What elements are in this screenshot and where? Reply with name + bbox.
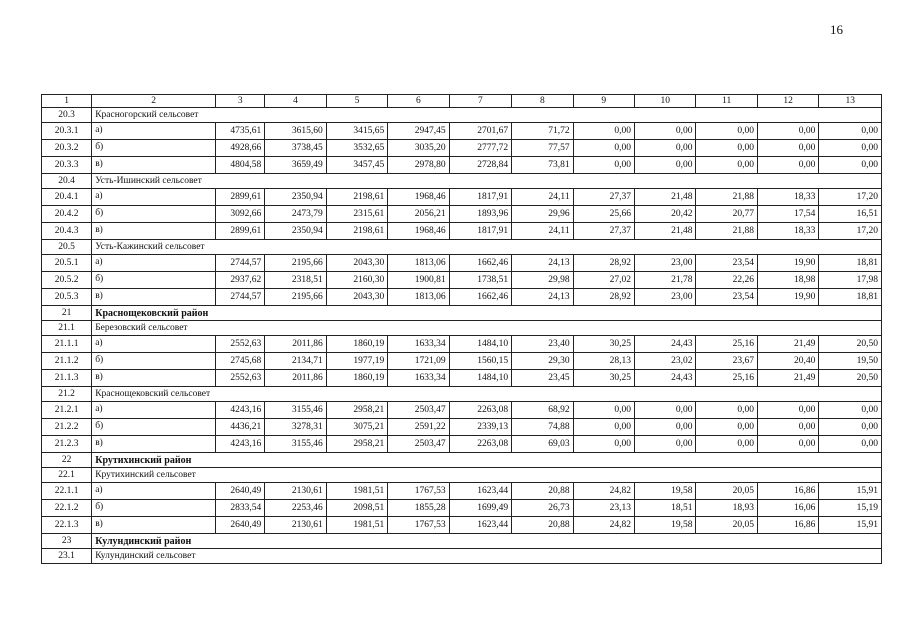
column-header-1: 1 (42, 95, 92, 108)
value-col-13: 0,00 (819, 123, 882, 140)
value-col-5: 2160,30 (326, 272, 387, 289)
value-col-10: 24,43 (635, 336, 696, 353)
row-code: 21.1 (42, 321, 92, 336)
value-col-13: 19,50 (819, 353, 882, 370)
row-code: 20.4 (42, 174, 92, 189)
value-col-11: 0,00 (696, 402, 757, 419)
value-col-10: 19,58 (635, 517, 696, 534)
value-col-9: 25,66 (573, 206, 634, 223)
value-col-7: 2701,67 (449, 123, 511, 140)
column-header-3: 3 (216, 95, 265, 108)
value-col-4: 3155,46 (265, 436, 326, 453)
value-col-10: 20,42 (635, 206, 696, 223)
table-row (42, 272, 882, 289)
value-col-11: 0,00 (696, 157, 757, 174)
value-col-10: 0,00 (635, 419, 696, 436)
value-col-12: 0,00 (757, 123, 818, 140)
value-col-7: 2263,08 (449, 436, 511, 453)
table-row (42, 140, 882, 157)
value-col-6: 2947,45 (388, 123, 449, 140)
value-col-9: 24,82 (573, 517, 634, 534)
value-col-9: 0,00 (573, 419, 634, 436)
value-col-3: 2640,49 (216, 517, 265, 534)
value-col-6: 1968,46 (388, 189, 449, 206)
value-col-4: 2011,86 (265, 336, 326, 353)
value-col-4: 2130,61 (265, 483, 326, 500)
value-col-5: 1860,19 (326, 370, 387, 387)
value-col-4: 3278,31 (265, 419, 326, 436)
row-label: б) (92, 272, 216, 289)
value-col-11: 25,16 (696, 336, 757, 353)
value-col-12: 18,33 (757, 189, 818, 206)
row-code: 20.5.3 (42, 289, 92, 306)
section-title: Краснощековский район (92, 306, 882, 321)
value-col-11: 18,93 (696, 500, 757, 517)
value-col-12: 16,06 (757, 500, 818, 517)
row-label: а) (92, 402, 216, 419)
section-title: Кулундинский сельсовет (92, 549, 882, 564)
value-col-6: 2056,21 (388, 206, 449, 223)
value-col-8: 29,30 (512, 353, 573, 370)
section-title: Крутихинский сельсовет (92, 468, 882, 483)
row-code: 20.3.1 (42, 123, 92, 140)
page-number: 16 (830, 22, 843, 37)
column-header-4: 4 (265, 95, 326, 108)
value-col-8: 23,40 (512, 336, 573, 353)
value-col-6: 1767,53 (388, 517, 449, 534)
section-row (42, 534, 882, 549)
value-col-8: 77,57 (512, 140, 573, 157)
table-row (42, 353, 882, 370)
row-code: 22.1.1 (42, 483, 92, 500)
section-title: Усть-Кажинский сельсовет (92, 240, 882, 255)
value-col-7: 1817,91 (449, 223, 511, 240)
value-col-8: 73,81 (512, 157, 573, 174)
table-row (42, 436, 882, 453)
section-row (42, 453, 882, 468)
column-header-5: 5 (326, 95, 387, 108)
value-col-3: 4804,58 (216, 157, 265, 174)
value-col-3: 2937,62 (216, 272, 265, 289)
value-col-3: 2552,63 (216, 370, 265, 387)
value-col-7: 1893,96 (449, 206, 511, 223)
value-col-7: 2339,13 (449, 419, 511, 436)
value-col-12: 0,00 (757, 140, 818, 157)
value-col-3: 2899,61 (216, 189, 265, 206)
value-col-7: 1623,44 (449, 483, 511, 500)
value-col-9: 27,37 (573, 189, 634, 206)
row-code: 20.3 (42, 108, 92, 123)
section-row (42, 387, 882, 402)
value-col-4: 2473,79 (265, 206, 326, 223)
value-col-5: 2043,30 (326, 255, 387, 272)
value-col-10: 0,00 (635, 123, 696, 140)
value-col-13: 0,00 (819, 140, 882, 157)
table-row (42, 336, 882, 353)
value-col-11: 0,00 (696, 419, 757, 436)
value-col-13: 18,81 (819, 255, 882, 272)
row-label: в) (92, 157, 216, 174)
value-col-4: 2350,94 (265, 189, 326, 206)
value-col-8: 24,13 (512, 255, 573, 272)
value-col-6: 2503,47 (388, 436, 449, 453)
section-title: Красногорский сельсовет (92, 108, 882, 123)
value-col-9: 27,02 (573, 272, 634, 289)
row-code: 20.5.1 (42, 255, 92, 272)
table-row (42, 500, 882, 517)
value-col-13: 15,19 (819, 500, 882, 517)
value-col-6: 3035,20 (388, 140, 449, 157)
value-col-3: 4436,21 (216, 419, 265, 436)
value-col-11: 21,88 (696, 189, 757, 206)
value-col-11: 20,05 (696, 483, 757, 500)
value-col-6: 1721,09 (388, 353, 449, 370)
value-col-4: 2318,51 (265, 272, 326, 289)
row-label: в) (92, 436, 216, 453)
value-col-9: 28,13 (573, 353, 634, 370)
row-code: 20.4.1 (42, 189, 92, 206)
value-col-8: 20,88 (512, 517, 573, 534)
section-row (42, 306, 882, 321)
value-col-9: 30,25 (573, 336, 634, 353)
value-col-11: 20,05 (696, 517, 757, 534)
column-header-8: 8 (512, 95, 573, 108)
value-col-4: 2011,86 (265, 370, 326, 387)
row-label: а) (92, 189, 216, 206)
column-header-11: 11 (696, 95, 757, 108)
value-col-7: 1699,49 (449, 500, 511, 517)
value-col-3: 3092,66 (216, 206, 265, 223)
value-col-13: 0,00 (819, 402, 882, 419)
table-row (42, 370, 882, 387)
section-row (42, 321, 882, 336)
value-col-3: 2899,61 (216, 223, 265, 240)
value-col-9: 24,82 (573, 483, 634, 500)
value-col-4: 2134,71 (265, 353, 326, 370)
value-col-11: 20,77 (696, 206, 757, 223)
value-col-5: 2958,21 (326, 402, 387, 419)
value-col-7: 1738,51 (449, 272, 511, 289)
value-col-7: 1817,91 (449, 189, 511, 206)
column-header-2: 2 (92, 95, 216, 108)
row-code: 20.3.2 (42, 140, 92, 157)
row-code: 21.1.1 (42, 336, 92, 353)
section-title: Краснощековский сельсовет (92, 387, 882, 402)
row-code: 22 (42, 453, 92, 468)
value-col-4: 2130,61 (265, 517, 326, 534)
table-row (42, 255, 882, 272)
column-header-7: 7 (449, 95, 511, 108)
value-col-13: 17,20 (819, 189, 882, 206)
row-code: 23 (42, 534, 92, 549)
row-code: 22.1.2 (42, 500, 92, 517)
value-col-11: 0,00 (696, 123, 757, 140)
value-col-11: 0,00 (696, 436, 757, 453)
value-col-9: 27,37 (573, 223, 634, 240)
row-code: 20.4.3 (42, 223, 92, 240)
value-col-13: 17,98 (819, 272, 882, 289)
value-col-6: 1767,53 (388, 483, 449, 500)
value-col-8: 69,03 (512, 436, 573, 453)
value-col-13: 20,50 (819, 336, 882, 353)
value-col-12: 19,90 (757, 255, 818, 272)
value-col-12: 18,33 (757, 223, 818, 240)
value-col-6: 1968,46 (388, 223, 449, 240)
value-col-10: 24,43 (635, 370, 696, 387)
value-col-6: 2978,80 (388, 157, 449, 174)
value-col-10: 18,51 (635, 500, 696, 517)
value-col-6: 2503,47 (388, 402, 449, 419)
value-col-8: 74,88 (512, 419, 573, 436)
value-col-12: 0,00 (757, 157, 818, 174)
value-col-5: 2198,61 (326, 223, 387, 240)
section-row (42, 468, 882, 483)
row-label: в) (92, 289, 216, 306)
row-label: б) (92, 419, 216, 436)
value-col-8: 20,88 (512, 483, 573, 500)
value-col-12: 19,90 (757, 289, 818, 306)
row-code: 21.1.3 (42, 370, 92, 387)
table-row (42, 402, 882, 419)
value-col-5: 3532,65 (326, 140, 387, 157)
row-code: 21.2.2 (42, 419, 92, 436)
column-header-10: 10 (635, 95, 696, 108)
value-col-8: 26,73 (512, 500, 573, 517)
value-col-5: 2958,21 (326, 436, 387, 453)
value-col-4: 2195,66 (265, 289, 326, 306)
row-label: в) (92, 223, 216, 240)
value-col-10: 21,48 (635, 189, 696, 206)
row-label: а) (92, 123, 216, 140)
section-title: Крутихинский район (92, 453, 882, 468)
value-col-11: 21,88 (696, 223, 757, 240)
value-col-4: 2253,46 (265, 500, 326, 517)
value-col-10: 21,48 (635, 223, 696, 240)
value-col-6: 2591,22 (388, 419, 449, 436)
row-code: 20.3.3 (42, 157, 92, 174)
row-code: 22.1.3 (42, 517, 92, 534)
value-col-13: 15,91 (819, 517, 882, 534)
value-col-5: 2098,51 (326, 500, 387, 517)
value-col-3: 4735,61 (216, 123, 265, 140)
value-col-11: 23,54 (696, 289, 757, 306)
value-col-9: 23,13 (573, 500, 634, 517)
column-header-13: 13 (819, 95, 882, 108)
value-col-12: 16,86 (757, 483, 818, 500)
table-row (42, 289, 882, 306)
value-col-5: 1981,51 (326, 517, 387, 534)
value-col-7: 2263,08 (449, 402, 511, 419)
row-code: 22.1 (42, 468, 92, 483)
column-header-12: 12 (757, 95, 818, 108)
value-col-12: 20,40 (757, 353, 818, 370)
value-col-12: 16,86 (757, 517, 818, 534)
value-col-9: 30,25 (573, 370, 634, 387)
value-col-13: 0,00 (819, 157, 882, 174)
value-col-10: 23,02 (635, 353, 696, 370)
value-col-13: 17,20 (819, 223, 882, 240)
section-row (42, 174, 882, 189)
value-col-13: 18,81 (819, 289, 882, 306)
header-row (42, 95, 882, 108)
row-label: в) (92, 517, 216, 534)
section-row (42, 240, 882, 255)
value-col-9: 0,00 (573, 123, 634, 140)
value-col-8: 24,13 (512, 289, 573, 306)
column-header-6: 6 (388, 95, 449, 108)
column-header-9: 9 (573, 95, 634, 108)
value-col-8: 24,11 (512, 189, 573, 206)
value-col-12: 17,54 (757, 206, 818, 223)
value-col-5: 1981,51 (326, 483, 387, 500)
value-col-3: 2745,68 (216, 353, 265, 370)
table-row (42, 157, 882, 174)
value-col-12: 0,00 (757, 402, 818, 419)
row-label: а) (92, 483, 216, 500)
value-col-9: 0,00 (573, 402, 634, 419)
table-row (42, 483, 882, 500)
value-col-3: 4243,16 (216, 402, 265, 419)
row-code: 21.2.1 (42, 402, 92, 419)
value-col-10: 0,00 (635, 157, 696, 174)
row-label: б) (92, 140, 216, 157)
value-col-4: 3615,60 (265, 123, 326, 140)
value-col-3: 2744,57 (216, 289, 265, 306)
value-col-12: 18,98 (757, 272, 818, 289)
value-col-4: 3659,49 (265, 157, 326, 174)
value-col-12: 21,49 (757, 370, 818, 387)
value-col-13: 0,00 (819, 436, 882, 453)
value-col-6: 1855,28 (388, 500, 449, 517)
value-col-3: 4243,16 (216, 436, 265, 453)
value-col-11: 25,16 (696, 370, 757, 387)
value-col-13: 20,50 (819, 370, 882, 387)
table-row (42, 517, 882, 534)
value-col-8: 68,92 (512, 402, 573, 419)
value-col-11: 22,26 (696, 272, 757, 289)
value-col-5: 1860,19 (326, 336, 387, 353)
value-col-3: 2744,57 (216, 255, 265, 272)
section-title: Кулундинский район (92, 534, 882, 549)
value-col-10: 23,00 (635, 289, 696, 306)
value-col-9: 28,92 (573, 255, 634, 272)
value-col-8: 24,11 (512, 223, 573, 240)
value-col-4: 3738,45 (265, 140, 326, 157)
row-code: 20.5 (42, 240, 92, 255)
value-col-5: 3457,45 (326, 157, 387, 174)
value-col-7: 1484,10 (449, 336, 511, 353)
value-col-5: 3415,65 (326, 123, 387, 140)
value-col-8: 29,96 (512, 206, 573, 223)
row-code: 21.2.3 (42, 436, 92, 453)
value-col-10: 0,00 (635, 436, 696, 453)
value-col-3: 2640,49 (216, 483, 265, 500)
value-col-7: 1662,46 (449, 289, 511, 306)
row-code: 21 (42, 306, 92, 321)
value-col-4: 3155,46 (265, 402, 326, 419)
row-label: а) (92, 336, 216, 353)
section-row (42, 108, 882, 123)
value-col-11: 23,54 (696, 255, 757, 272)
value-col-12: 0,00 (757, 436, 818, 453)
value-col-11: 0,00 (696, 140, 757, 157)
value-col-6: 1633,34 (388, 336, 449, 353)
value-col-4: 2195,66 (265, 255, 326, 272)
value-col-12: 0,00 (757, 419, 818, 436)
section-title: Березовский сельсовет (92, 321, 882, 336)
table-row (42, 123, 882, 140)
tariff-table (41, 94, 882, 564)
value-col-5: 2043,30 (326, 289, 387, 306)
value-col-11: 23,67 (696, 353, 757, 370)
value-col-9: 0,00 (573, 157, 634, 174)
table-row (42, 419, 882, 436)
row-code: 21.1.2 (42, 353, 92, 370)
value-col-3: 2552,63 (216, 336, 265, 353)
value-col-8: 71,72 (512, 123, 573, 140)
table-row (42, 206, 882, 223)
row-label: а) (92, 255, 216, 272)
value-col-7: 2728,84 (449, 157, 511, 174)
section-title: Усть-Ишинский сельсовет (92, 174, 882, 189)
value-col-3: 2833,54 (216, 500, 265, 517)
value-col-6: 1633,34 (388, 370, 449, 387)
value-col-7: 1662,46 (449, 255, 511, 272)
value-col-5: 2198,61 (326, 189, 387, 206)
value-col-7: 1623,44 (449, 517, 511, 534)
value-col-9: 28,92 (573, 289, 634, 306)
value-col-9: 0,00 (573, 436, 634, 453)
value-col-13: 15,91 (819, 483, 882, 500)
value-col-7: 2777,72 (449, 140, 511, 157)
value-col-5: 1977,19 (326, 353, 387, 370)
value-col-6: 1900,81 (388, 272, 449, 289)
value-col-10: 23,00 (635, 255, 696, 272)
value-col-7: 1484,10 (449, 370, 511, 387)
value-col-5: 3075,21 (326, 419, 387, 436)
row-label: б) (92, 206, 216, 223)
row-label: б) (92, 353, 216, 370)
value-col-4: 2350,94 (265, 223, 326, 240)
value-col-3: 4928,66 (216, 140, 265, 157)
row-label: б) (92, 500, 216, 517)
value-col-8: 23,45 (512, 370, 573, 387)
value-col-10: 0,00 (635, 402, 696, 419)
table-row (42, 189, 882, 206)
value-col-13: 16,51 (819, 206, 882, 223)
row-code: 21.2 (42, 387, 92, 402)
value-col-13: 0,00 (819, 419, 882, 436)
value-col-12: 21,49 (757, 336, 818, 353)
value-col-5: 2315,61 (326, 206, 387, 223)
row-label: в) (92, 370, 216, 387)
value-col-10: 0,00 (635, 140, 696, 157)
value-col-6: 1813,06 (388, 255, 449, 272)
value-col-9: 0,00 (573, 140, 634, 157)
section-row (42, 549, 882, 564)
value-col-10: 19,58 (635, 483, 696, 500)
row-code: 23.1 (42, 549, 92, 564)
table-row (42, 223, 882, 240)
value-col-7: 1560,15 (449, 353, 511, 370)
row-code: 20.4.2 (42, 206, 92, 223)
row-code: 20.5.2 (42, 272, 92, 289)
value-col-6: 1813,06 (388, 289, 449, 306)
value-col-10: 21,78 (635, 272, 696, 289)
value-col-8: 29,98 (512, 272, 573, 289)
